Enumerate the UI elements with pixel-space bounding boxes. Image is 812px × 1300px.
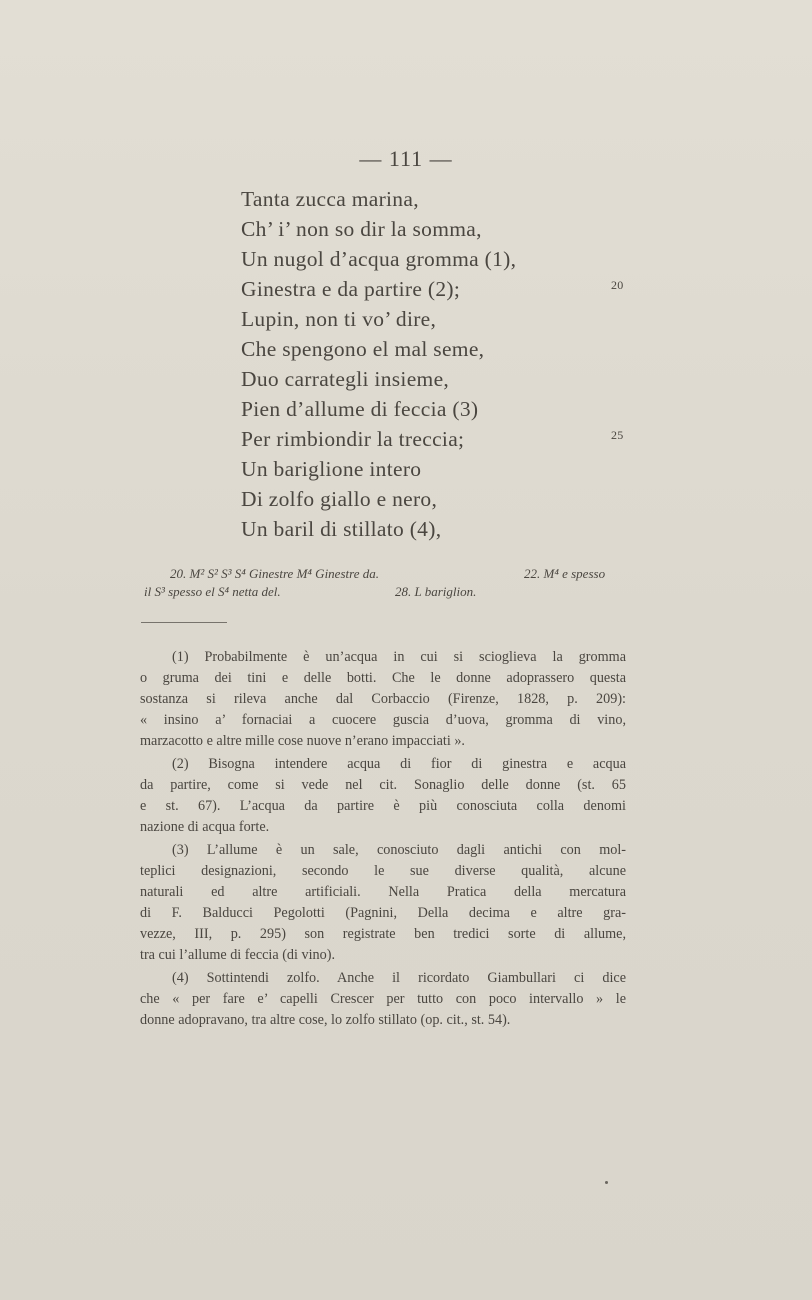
verse-line xyxy=(241,484,661,514)
verse-line xyxy=(241,244,661,274)
footnote-line: di F. Balducci Pegolotti (Pagnini, Della decima e altre gra- xyxy=(140,905,626,921)
footnote-line: e st. 67). L’acqua da partire è più conosciuta colla denomi xyxy=(140,798,626,814)
verse-line xyxy=(241,364,661,394)
footnote-line: « insino a’ fornaciai a cuocere guscia d’uova, gromma di vino, xyxy=(140,712,626,728)
footnote-1 xyxy=(140,647,626,752)
verse-line xyxy=(241,454,661,484)
footnote-line: da partire, come si vede nel cit. Sonaglio delle donne (st. 65 xyxy=(140,777,626,793)
footnote-line: tra cui l’allume di feccia (di vino). xyxy=(140,947,335,963)
verse-text: Per rimbiondir la treccia; xyxy=(241,427,465,451)
verse-line xyxy=(241,514,661,544)
verse-block xyxy=(241,184,661,544)
footnote-2 xyxy=(140,754,626,838)
verse-text: Un bariglione intero xyxy=(241,457,422,481)
line-number: 20 xyxy=(611,278,624,292)
footnote-line: vezze, III, p. 295) son registrate ben tredici sorte di allume, xyxy=(140,926,626,942)
verse-text: Un nugol d’acqua gromma (1), xyxy=(241,247,517,271)
verse-line xyxy=(241,274,661,304)
footnote-line: o gruma dei tini e delle botti. Che le donne adoprassero questa xyxy=(140,670,626,686)
verse-line xyxy=(241,334,661,364)
verse-line xyxy=(241,214,661,244)
verse-line xyxy=(241,394,661,424)
footnote-line: marzacotto e altre mille cose nuove n’erano impacciati ». xyxy=(140,733,465,749)
verse-text: Lupin, non ti vo’ dire, xyxy=(241,307,437,331)
ink-speck xyxy=(605,1181,608,1184)
line-number: 25 xyxy=(611,428,624,442)
footnote-line: donne adopravano, tra altre cose, lo zolfo stillato (op. cit., st. 54). xyxy=(140,1012,511,1028)
verse-line xyxy=(241,184,661,214)
footnotes xyxy=(140,647,626,1033)
footnote-line: (1) Probabilmente è un’acqua in cui si scioglieva la gromma xyxy=(172,649,626,665)
footnote-line: che « per fare e’ capelli Crescer per tutto con poco intervallo » le xyxy=(140,991,626,1007)
verse-line xyxy=(241,304,661,334)
footnote-4 xyxy=(140,968,626,1031)
variant-row xyxy=(140,565,630,583)
variant-entry-28: 28. L bariglion. xyxy=(395,584,477,599)
verse-text: Un baril di stillato (4), xyxy=(241,517,442,541)
footnote-line: nazione di acqua forte. xyxy=(140,819,270,835)
footnote-line: (4) Sottintendi zolfo. Anche il ricordato Giambullari ci dice xyxy=(172,970,626,986)
verse-line xyxy=(241,424,661,454)
page-number: — 111 — xyxy=(359,146,453,171)
verse-text: Ch’ i’ non so dir la somma, xyxy=(241,217,482,241)
variant-row xyxy=(140,583,630,601)
footnote-line: teplici designazioni, secondo le sue diverse qualità, alcune xyxy=(140,863,626,879)
footnote-separator xyxy=(141,622,227,623)
variant-entry-20: 20. M² S² S³ S⁴ Ginestre M⁴ Ginestre da. xyxy=(170,566,379,581)
verse-text: Duo carrategli insieme, xyxy=(241,367,450,391)
verse-text: Tanta zucca marina, xyxy=(241,187,419,211)
verse-text: Ginestra e da partire (2); xyxy=(241,277,461,301)
variant-readings xyxy=(140,565,630,601)
footnote-line: (2) Bisogna intendere acqua di fior di ginestra e acqua xyxy=(172,756,626,772)
footnote-line: naturali ed altre artificiali. Nella Pratica della mercatura xyxy=(140,884,626,900)
footnote-line: (3) L’allume è un sale, conosciuto dagli antichi con mol- xyxy=(172,842,626,858)
footnote-3 xyxy=(140,840,626,966)
verse-text: Di zolfo giallo e nero, xyxy=(241,487,438,511)
verse-text: Che spengono el mal seme, xyxy=(241,337,485,361)
variant-entry-22-cont: il S³ spesso el S⁴ netta del. xyxy=(144,584,281,599)
footnote-line: sostanza si rileva anche dal Corbaccio (Firenze, 1828, p. 209): xyxy=(140,691,626,707)
variant-entry-22: 22. M⁴ e spesso xyxy=(524,566,606,581)
verse-text: Pien d’allume di feccia (3) xyxy=(241,397,479,421)
